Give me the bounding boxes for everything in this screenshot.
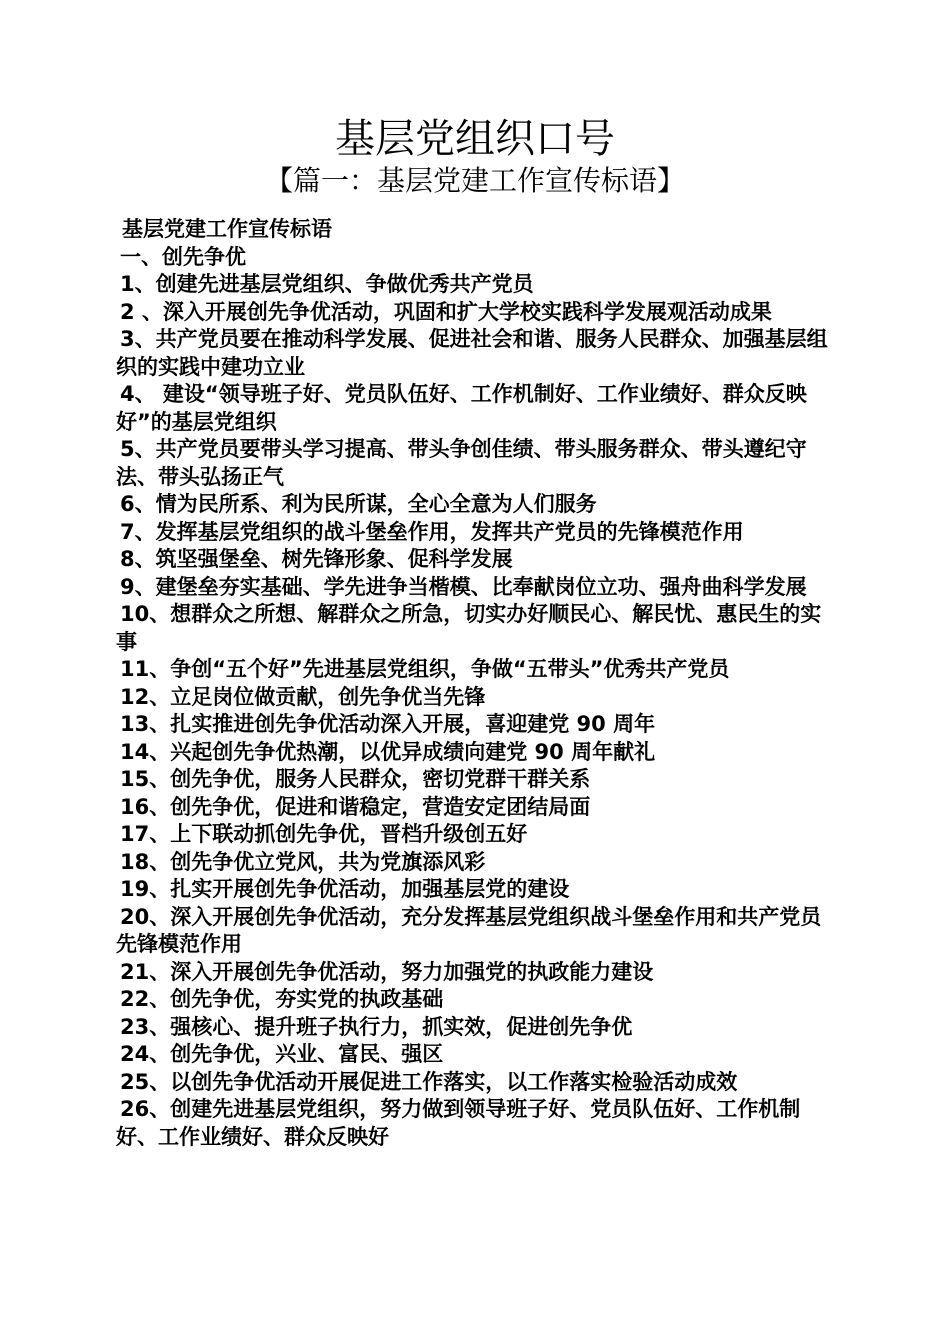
list-item: 18、创先争优立党风，共为党旗添风彩 [120, 849, 486, 874]
list-item: 9、建堡垒夯实基础、学先进争当楷模、比奉献岗位立功、强舟曲科学发展 [120, 574, 807, 599]
list-item: 20、深入开展创先争优活动，充分发挥基层党组织战斗堡垒作用和共产党员先锋模范作用 [116, 904, 822, 956]
list-item: 19、扎实开展创先争优活动，加强基层党的建设 [120, 877, 570, 901]
list-item: 24、创先争优，兴业、富民、强区 [120, 1042, 444, 1066]
section-heading: 基层党建工作宣传标语 [122, 217, 332, 241]
list-item: 26、创建先进基层党组织，努力做到领导班子好、党员队伍好、工作机制好、工作业绩好、群众反映好 [116, 1097, 801, 1149]
slogan-list [116, 216, 834, 1151]
list-item: 2 、深入开展创先争优活动，巩固和扩大学校实践科学发展观活动成果 [120, 299, 772, 324]
list-item: 11、争创“五个好”先进基层党组织，争做“五带头”优秀共产党员 [120, 657, 730, 681]
document-title: 基层党组织口号 [335, 116, 615, 162]
list-item: 15、创先争优，服务人民群众，密切党群干群关系 [120, 767, 591, 791]
list-item: 22、创先争优，夯实党的执政基础 [120, 987, 444, 1011]
list-item: 1、创建先进基层党组织、争做优秀共产党员 [120, 272, 534, 296]
document-subtitle: 【篇一：基层党建工作宣传标语】 [264, 164, 685, 197]
list-item: 13、扎实推进创先争优活动深入开展，喜迎建党 90 周年 [120, 712, 656, 736]
section-title: 一、创先争优 [120, 244, 246, 269]
list-item: 4、 建设“领导班子好、党员队伍好、工作机制好、工作业绩好、群众反映好”的基层党组织 [116, 382, 807, 434]
list-item: 6、情为民所系、利为民所谋，全心全意为人们服务 [120, 492, 597, 516]
list-item: 21、深入开展创先争优活动，努力加强党的执政能力建设 [120, 959, 654, 984]
list-item: 7、发挥基层党组织的战斗堡垒作用，发挥共产党员的先锋模范作用 [120, 519, 744, 544]
list-item: 25、以创先争优活动开展促进工作落实，以工作落实检验活动成效 [120, 1069, 738, 1094]
list-item: 17、上下联动抓创先争优，晋档升级创五好 [120, 822, 528, 846]
list-item: 14、兴起创先争优热潮，以优异成绩向建党 90 周年献礼 [120, 739, 656, 764]
list-item: 3、共产党员要在推动科学发展、促进社会和谐、服务人民群众、加强基层组织的实践中建功立业 [116, 327, 828, 379]
list-item: 10、想群众之所想、解群众之所急，切实办好顺民心、解民忧、惠民生的实事 [116, 602, 822, 654]
list-item: 8、筑坚强堡垒、树先锋形象、促科学发展 [120, 547, 513, 571]
list-item: 23、强核心、提升班子执行力，抓实效，促进创先争优 [120, 1014, 633, 1039]
list-item: 12、立足岗位做贡献，创先争优当先锋 [120, 684, 486, 709]
list-item: 16、创先争优，促进和谐稳定，营造安定团结局面 [120, 794, 591, 819]
list-item: 5、共产党员要带头学习提高、带头争创佳绩、带头服务群众、带头遵纪守法、带头弘扬正气 [116, 437, 807, 489]
